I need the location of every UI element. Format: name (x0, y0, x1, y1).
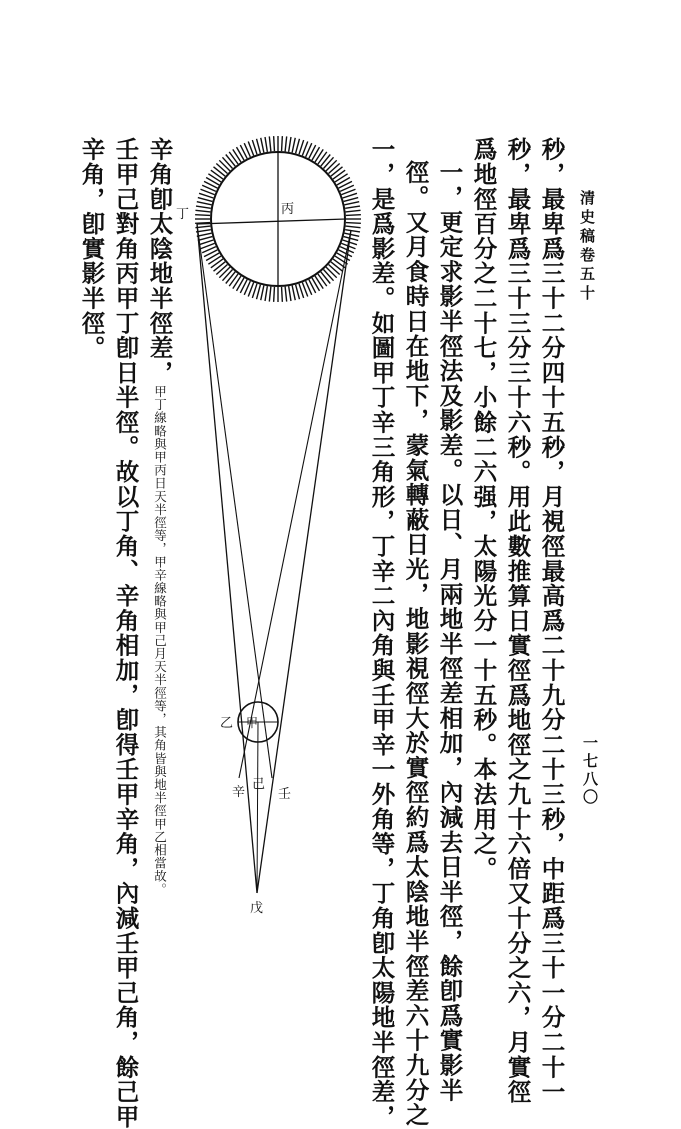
sun-ray-mark (265, 137, 267, 152)
sun-ray-mark (329, 265, 340, 275)
sun-ray-mark (321, 272, 330, 284)
sun-ray-mark (285, 136, 287, 151)
text-column-1: 秒，最卑爲三十二分四十五秒，月視徑最高爲二十九分二十三秒，中距爲三十一分二十一 (537, 137, 566, 1105)
sun-ray-mark (261, 286, 264, 301)
text-column-2: 秒，最卑爲三十三分三十六秒。用此數推算日實徑爲地徑之九十六倍又十分之六，月實徑 (503, 137, 532, 1105)
sun-ray-mark (329, 163, 340, 173)
sun-ray-mark (274, 136, 275, 151)
text-column-6: 一，是爲影差。如圖甲丁辛三角形，丁辛二內角與壬甲辛一外角等，丁角卽太陽地半徑差， (367, 137, 396, 1129)
sun-ray-mark (257, 139, 261, 153)
sun-ray-mark (318, 152, 327, 164)
sun-ray-mark (219, 160, 230, 171)
sun-ray-mark (208, 174, 221, 182)
label-xin: 辛 (232, 785, 246, 800)
sun-ray-mark (269, 287, 271, 302)
sun-ray-mark (257, 285, 261, 299)
sun-ray-mark (198, 237, 212, 241)
sun-ray-mark (233, 276, 241, 289)
sun-ray-mark (274, 287, 275, 302)
sun-ray-mark (326, 267, 337, 278)
sun-ray-mark (345, 206, 360, 208)
label-jia: 甲 (246, 716, 259, 730)
sun-ray-mark (229, 152, 238, 164)
sun-ray-mark (216, 163, 227, 173)
sun-ray-mark (324, 270, 334, 281)
sun-ray-mark (346, 223, 361, 224)
sun-ray-mark (265, 286, 267, 301)
running-head: 清史稿卷五十 (578, 190, 596, 304)
sun-ray-mark (261, 138, 264, 153)
ray-ding-ren (197, 224, 272, 778)
sun-ray-mark (226, 155, 235, 167)
sun-ray-mark (333, 170, 345, 179)
text-column-5: 徑。又月食時日在地下，蒙氣轉蔽日光，地影視徑大於實徑約爲太陰地半徑差六十九分之 (401, 160, 430, 1128)
sun-ray-mark (331, 167, 343, 176)
interlinear-note: 甲丁線略與甲丙日天半徑等，甲辛線略與甲己月天半徑等，其角皆與地半徑甲乙相當故。 (152, 385, 168, 896)
sun-ray-mark (196, 206, 211, 208)
sun-ray-mark (222, 270, 232, 281)
sun-ray-mark (195, 210, 210, 212)
sun-ray-mark (214, 167, 226, 176)
sun-ray-mark (346, 210, 361, 212)
sun-ray-mark (326, 160, 337, 171)
sun-ray-mark (324, 157, 334, 168)
sun-ray-mark (346, 215, 361, 216)
sun-ray-mark (331, 262, 343, 271)
label-wu: 戊 (250, 901, 264, 916)
sun-ray-mark (198, 198, 212, 202)
sun-ray-mark (285, 287, 287, 302)
sun-ray-mark (292, 286, 295, 301)
sun-ray-mark (226, 272, 235, 284)
label-ren: 壬 (278, 787, 292, 802)
sun-ray-mark (345, 202, 360, 205)
sun-ray-mark (216, 265, 227, 275)
sun-ray-mark (211, 170, 223, 179)
sun-ray-mark (344, 198, 358, 202)
sun-ray-mark (211, 259, 223, 268)
jia-wu-axis (257, 722, 258, 893)
label-ji: 己 (252, 777, 266, 792)
sun-ray-mark (282, 136, 283, 151)
text-column-3: 爲地徑百分之二十七，小餘二六强，太陽光分一十五秒。本法用之。 (469, 137, 498, 881)
sun-ray-mark (195, 215, 210, 216)
page-number: 一七八〇 (581, 735, 599, 807)
label-bing: 丙 (281, 202, 295, 217)
ray-right-wu (257, 230, 351, 893)
sun-ray-mark (197, 202, 212, 205)
sun-ray-mark (289, 286, 291, 301)
sun-ray-mark (345, 230, 360, 232)
sun-ray-mark (222, 157, 232, 168)
sun-ray-mark (335, 174, 348, 182)
sun-ray-mark (315, 276, 323, 289)
sun-ray-mark (229, 274, 238, 286)
sun-ray-mark (289, 137, 291, 152)
text-column-4: 一，更定求影半徑法及影差。以日、月兩地半徑差相加，內減去日半徑，餘卽爲實影半 (435, 160, 464, 1103)
sun-ray-mark (345, 233, 360, 236)
ray-right-xin (239, 230, 351, 778)
sun-ray-mark (269, 136, 271, 151)
sun-ray-mark (315, 149, 323, 162)
sun-ray-mark (296, 139, 300, 153)
sun-ray-mark (318, 274, 327, 286)
sun-ray-mark (292, 138, 295, 153)
sun-ray-mark (208, 256, 221, 264)
text-column-8: 壬甲己對角丙甲丁卽日半徑。故以丁角、辛角相加，卽得壬甲辛角，內減壬甲己角，餘己甲 (111, 137, 140, 1129)
sun-ray-mark (282, 287, 283, 302)
text-column-9: 辛角，卽實影半徑。 (77, 137, 106, 361)
label-yi: 乙 (220, 716, 234, 731)
sun-ray-mark (321, 155, 330, 167)
sun-ray-mark (233, 149, 241, 162)
label-ding: 丁 (176, 207, 190, 222)
ray-ding-wu (197, 224, 257, 893)
sun-ray-mark (346, 226, 361, 228)
sun-ray-mark (296, 285, 300, 299)
sun-ray-mark (219, 267, 230, 278)
sun-ray-mark (344, 237, 358, 241)
text-column-7-main: 辛角卽太陰地半徑差， (145, 137, 174, 385)
sun-ray-mark (214, 262, 226, 271)
